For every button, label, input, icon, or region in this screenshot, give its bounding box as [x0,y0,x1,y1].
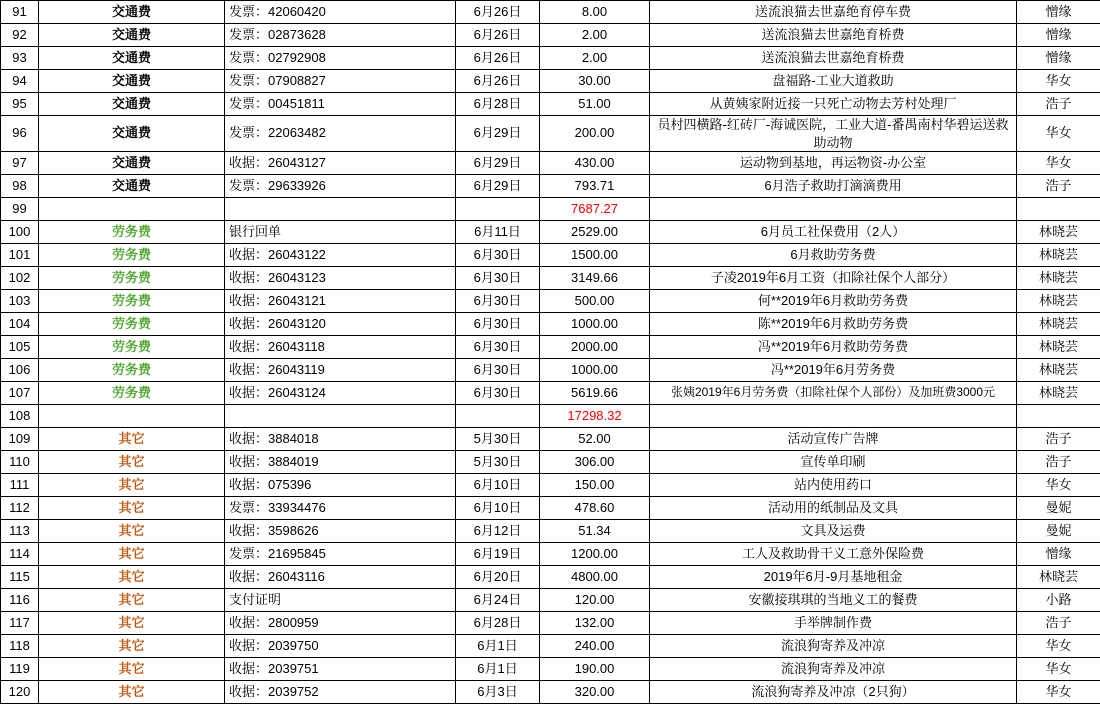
table-row[interactable] [1,1,1100,24]
cell-handler[interactable]: 浩子 [1017,175,1100,198]
table-row[interactable] [1,566,1100,589]
cell-date[interactable]: 6月28日 [456,93,540,116]
cell-index[interactable]: 108 [1,405,39,428]
cell-description[interactable] [650,198,1017,221]
cell-document[interactable]: 发票：02873628 [225,24,456,47]
cell-date[interactable]: 6月11日 [456,221,540,244]
cell-handler[interactable] [1017,198,1100,221]
cell-subtotal-amount[interactable]: 17298.32 [540,405,650,428]
cell-document[interactable]: 收据：2039751 [225,658,456,681]
cell-index[interactable]: 112 [1,497,39,520]
cell-document[interactable]: 发票：00451811 [225,93,456,116]
cell-index[interactable]: 116 [1,589,39,612]
cell-amount[interactable]: 2000.00 [540,336,650,359]
cell-handler[interactable]: 林晓芸 [1017,313,1100,336]
cell-description[interactable]: 活动宣传广告牌 [650,428,1017,451]
cell-date[interactable]: 6月19日 [456,543,540,566]
table-row[interactable] [1,382,1100,405]
cell-description[interactable]: 从黄姨家附近接一只死亡动物去芳村处理厂 [650,93,1017,116]
cell-category[interactable]: 其它 [39,589,225,612]
cell-amount[interactable]: 4800.00 [540,566,650,589]
cell-date[interactable]: 6月28日 [456,612,540,635]
cell-description[interactable]: 手举牌制作费 [650,612,1017,635]
cell-category[interactable]: 交通费 [39,93,225,116]
table-row[interactable] [1,635,1100,658]
table-row[interactable] [1,428,1100,451]
cell-amount[interactable]: 1200.00 [540,543,650,566]
cell-amount[interactable]: 1000.00 [540,313,650,336]
cell-index[interactable]: 96 [1,116,39,152]
cell-category[interactable] [39,405,225,428]
cell-category[interactable]: 其它 [39,543,225,566]
cell-handler[interactable]: 华女 [1017,681,1100,704]
cell-amount[interactable]: 190.00 [540,658,650,681]
cell-category[interactable]: 交通费 [39,175,225,198]
cell-index[interactable]: 110 [1,451,39,474]
cell-description[interactable]: 6月员工社保费用（2人） [650,221,1017,244]
cell-index[interactable]: 120 [1,681,39,704]
cell-handler[interactable]: 林晓芸 [1017,359,1100,382]
cell-category[interactable]: 交通费 [39,47,225,70]
cell-date[interactable]: 6月30日 [456,313,540,336]
cell-handler[interactable]: 华女 [1017,152,1100,175]
cell-index[interactable]: 103 [1,290,39,313]
cell-category[interactable]: 其它 [39,428,225,451]
cell-index[interactable]: 107 [1,382,39,405]
cell-description[interactable] [650,405,1017,428]
cell-document[interactable]: 发票：22063482 [225,116,456,152]
cell-date[interactable]: 6月24日 [456,589,540,612]
table-row[interactable] [1,543,1100,566]
cell-index[interactable]: 101 [1,244,39,267]
cell-amount[interactable]: 52.00 [540,428,650,451]
cell-category[interactable]: 其它 [39,566,225,589]
cell-document[interactable]: 收据：26043123 [225,267,456,290]
cell-amount[interactable]: 1000.00 [540,359,650,382]
cell-index[interactable]: 92 [1,24,39,47]
cell-category[interactable] [39,198,225,221]
cell-index[interactable]: 119 [1,658,39,681]
cell-handler[interactable]: 憎缘 [1017,47,1100,70]
cell-index[interactable]: 106 [1,359,39,382]
cell-amount[interactable]: 132.00 [540,612,650,635]
table-row[interactable] [1,244,1100,267]
table-row[interactable] [1,290,1100,313]
table-row[interactable] [1,70,1100,93]
cell-date[interactable]: 6月20日 [456,566,540,589]
cell-category[interactable]: 其它 [39,658,225,681]
cell-date[interactable]: 6月30日 [456,336,540,359]
cell-amount[interactable]: 2.00 [540,24,650,47]
cell-amount[interactable]: 478.60 [540,497,650,520]
cell-document[interactable]: 发票：29633926 [225,175,456,198]
cell-amount[interactable]: 430.00 [540,152,650,175]
cell-index[interactable]: 102 [1,267,39,290]
cell-document[interactable]: 收据：26043127 [225,152,456,175]
cell-index[interactable]: 105 [1,336,39,359]
cell-description[interactable]: 宣传单印刷 [650,451,1017,474]
cell-document[interactable]: 收据：26043122 [225,244,456,267]
cell-handler[interactable]: 浩子 [1017,612,1100,635]
cell-date[interactable]: 6月30日 [456,290,540,313]
cell-index[interactable]: 94 [1,70,39,93]
cell-date[interactable]: 5月30日 [456,428,540,451]
cell-description[interactable]: 送流浪猫去世嘉绝育桥费 [650,24,1017,47]
cell-category[interactable]: 其它 [39,474,225,497]
cell-description[interactable]: 子凌2019年6月工资（扣除社保个人部分） [650,267,1017,290]
cell-category[interactable]: 劳务费 [39,244,225,267]
cell-handler[interactable]: 曼妮 [1017,497,1100,520]
cell-document[interactable]: 收据：2039750 [225,635,456,658]
cell-index[interactable]: 95 [1,93,39,116]
cell-date[interactable]: 6月10日 [456,474,540,497]
cell-category[interactable]: 交通费 [39,152,225,175]
table-row[interactable] [1,520,1100,543]
cell-document[interactable]: 收据：075396 [225,474,456,497]
cell-document[interactable]: 发票：07908827 [225,70,456,93]
cell-handler[interactable]: 林晓芸 [1017,267,1100,290]
cell-description[interactable]: 送流浪猫去世嘉绝育桥费 [650,47,1017,70]
cell-date[interactable]: 6月30日 [456,267,540,290]
cell-date[interactable]: 6月29日 [456,152,540,175]
cell-date[interactable]: 6月29日 [456,175,540,198]
table-row[interactable] [1,93,1100,116]
cell-description[interactable]: 冯**2019年6月救助劳务费 [650,336,1017,359]
cell-category[interactable]: 劳务费 [39,313,225,336]
cell-description[interactable]: 流浪狗寄养及冲凉 [650,658,1017,681]
cell-index[interactable]: 98 [1,175,39,198]
cell-document[interactable]: 收据：26043118 [225,336,456,359]
cell-handler[interactable]: 憎缘 [1017,24,1100,47]
cell-index[interactable]: 99 [1,198,39,221]
cell-index[interactable]: 97 [1,152,39,175]
table-row[interactable] [1,681,1100,704]
cell-amount[interactable]: 306.00 [540,451,650,474]
cell-document[interactable]: 收据：26043121 [225,290,456,313]
cell-description[interactable]: 员村四横路-红砖厂-海诚医院，工业大道-番禺南村华碧运送救助动物 [650,116,1017,152]
cell-amount[interactable]: 3149.66 [540,267,650,290]
cell-handler[interactable]: 憎缘 [1017,1,1100,24]
cell-handler[interactable]: 浩子 [1017,451,1100,474]
table-row[interactable] [1,589,1100,612]
cell-date[interactable] [456,198,540,221]
cell-date[interactable] [456,405,540,428]
cell-handler[interactable]: 小路 [1017,589,1100,612]
cell-handler[interactable]: 浩子 [1017,93,1100,116]
cell-amount[interactable]: 2529.00 [540,221,650,244]
cell-description[interactable]: 安徽接琪琪的当地义工的餐费 [650,589,1017,612]
cell-category[interactable]: 交通费 [39,70,225,93]
cell-handler[interactable]: 林晓芸 [1017,336,1100,359]
cell-description[interactable]: 冯**2019年6月劳务费 [650,359,1017,382]
cell-date[interactable]: 6月30日 [456,382,540,405]
table-row[interactable] [1,175,1100,198]
cell-date[interactable]: 6月30日 [456,244,540,267]
cell-category[interactable]: 劳务费 [39,221,225,244]
cell-category[interactable]: 交通费 [39,24,225,47]
cell-amount[interactable]: 200.00 [540,116,650,152]
cell-index[interactable]: 100 [1,221,39,244]
table-row[interactable] [1,24,1100,47]
cell-description[interactable]: 工人及救助骨干义工意外保险费 [650,543,1017,566]
cell-date[interactable]: 6月26日 [456,24,540,47]
table-row[interactable] [1,267,1100,290]
cell-category[interactable]: 其它 [39,520,225,543]
cell-description[interactable]: 运动物到基地，再运物资-办公室 [650,152,1017,175]
table-row[interactable] [1,451,1100,474]
cell-document[interactable]: 收据：26043116 [225,566,456,589]
cell-description[interactable]: 陈**2019年6月救助劳务费 [650,313,1017,336]
cell-description[interactable]: 盘福路-工业大道救助 [650,70,1017,93]
cell-amount[interactable]: 51.34 [540,520,650,543]
cell-document[interactable]: 收据：3884019 [225,451,456,474]
cell-handler[interactable]: 曼妮 [1017,520,1100,543]
cell-category[interactable]: 其它 [39,612,225,635]
cell-handler[interactable]: 林晓芸 [1017,244,1100,267]
cell-amount[interactable]: 5619.66 [540,382,650,405]
cell-document[interactable] [225,198,456,221]
cell-handler[interactable]: 憎缘 [1017,543,1100,566]
cell-document[interactable]: 收据：26043120 [225,313,456,336]
cell-amount[interactable]: 51.00 [540,93,650,116]
cell-document[interactable]: 发票：42060420 [225,1,456,24]
cell-amount[interactable]: 30.00 [540,70,650,93]
cell-description[interactable]: 送流浪猫去世嘉绝育停车费 [650,1,1017,24]
cell-category[interactable]: 其它 [39,635,225,658]
cell-document[interactable]: 支付证明 [225,589,456,612]
cell-date[interactable]: 6月26日 [456,70,540,93]
cell-description[interactable]: 活动用的纸制品及文具 [650,497,1017,520]
cell-index[interactable]: 109 [1,428,39,451]
cell-amount[interactable]: 240.00 [540,635,650,658]
cell-index[interactable]: 115 [1,566,39,589]
cell-index[interactable]: 93 [1,47,39,70]
table-row[interactable] [1,116,1100,152]
cell-handler[interactable]: 林晓芸 [1017,290,1100,313]
cell-date[interactable]: 6月1日 [456,658,540,681]
cell-document[interactable] [225,405,456,428]
cell-category[interactable]: 交通费 [39,1,225,24]
table-row[interactable] [1,152,1100,175]
cell-index[interactable]: 91 [1,1,39,24]
cell-amount[interactable]: 8.00 [540,1,650,24]
cell-date[interactable]: 6月26日 [456,1,540,24]
cell-handler[interactable]: 华女 [1017,70,1100,93]
cell-handler[interactable]: 林晓芸 [1017,566,1100,589]
cell-date[interactable]: 5月30日 [456,451,540,474]
cell-index[interactable]: 118 [1,635,39,658]
table-row[interactable] [1,497,1100,520]
cell-category[interactable]: 其它 [39,497,225,520]
cell-description[interactable]: 站内使用药口 [650,474,1017,497]
cell-handler[interactable]: 华女 [1017,658,1100,681]
table-row[interactable] [1,336,1100,359]
cell-document[interactable]: 收据：26043119 [225,359,456,382]
cell-description[interactable]: 文具及运费 [650,520,1017,543]
subtotal-row[interactable] [1,198,1100,221]
cell-index[interactable]: 117 [1,612,39,635]
cell-description[interactable]: 6月浩子救助打滴滴费用 [650,175,1017,198]
table-row[interactable] [1,658,1100,681]
cell-index[interactable]: 114 [1,543,39,566]
cell-handler[interactable] [1017,405,1100,428]
cell-handler[interactable]: 浩子 [1017,428,1100,451]
cell-document[interactable]: 收据：2039752 [225,681,456,704]
cell-category[interactable]: 其它 [39,681,225,704]
cell-category[interactable]: 劳务费 [39,267,225,290]
cell-date[interactable]: 6月10日 [456,497,540,520]
cell-handler[interactable]: 林晓芸 [1017,221,1100,244]
cell-index[interactable]: 104 [1,313,39,336]
cell-date[interactable]: 6月3日 [456,681,540,704]
cell-category[interactable]: 交通费 [39,116,225,152]
cell-index[interactable]: 111 [1,474,39,497]
cell-category[interactable]: 劳务费 [39,290,225,313]
subtotal-row[interactable] [1,405,1100,428]
cell-category[interactable]: 劳务费 [39,359,225,382]
table-row[interactable] [1,221,1100,244]
cell-date[interactable]: 6月30日 [456,359,540,382]
table-row[interactable] [1,474,1100,497]
table-row[interactable] [1,47,1100,70]
cell-description[interactable]: 6月救助劳务费 [650,244,1017,267]
table-row[interactable] [1,359,1100,382]
table-row[interactable] [1,313,1100,336]
cell-date[interactable]: 6月1日 [456,635,540,658]
cell-document[interactable]: 发票：21695845 [225,543,456,566]
cell-document[interactable]: 银行回单 [225,221,456,244]
cell-amount[interactable]: 500.00 [540,290,650,313]
cell-index[interactable]: 113 [1,520,39,543]
cell-amount[interactable]: 1500.00 [540,244,650,267]
cell-description[interactable]: 流浪狗寄养及冲凉 [650,635,1017,658]
cell-document[interactable]: 发票：02792908 [225,47,456,70]
cell-document[interactable]: 收据：3884018 [225,428,456,451]
cell-date[interactable]: 6月26日 [456,47,540,70]
cell-description[interactable]: 何**2019年6月救助劳务费 [650,290,1017,313]
cell-description[interactable]: 流浪狗寄养及冲凉（2只狗） [650,681,1017,704]
cell-date[interactable]: 6月12日 [456,520,540,543]
cell-description[interactable]: 张姨2019年6月劳务费（扣除社保个人部份）及加班费3000元 [650,382,1017,405]
cell-handler[interactable]: 华女 [1017,635,1100,658]
cell-document[interactable]: 收据：3598626 [225,520,456,543]
cell-description[interactable]: 2019年6月-9月基地租金 [650,566,1017,589]
cell-handler[interactable]: 华女 [1017,474,1100,497]
cell-document[interactable]: 发票：33934476 [225,497,456,520]
cell-amount[interactable]: 150.00 [540,474,650,497]
table-body [1,1,1100,704]
cell-category[interactable]: 劳务费 [39,382,225,405]
cell-date[interactable]: 6月29日 [456,116,540,152]
cell-amount[interactable]: 320.00 [540,681,650,704]
table-row[interactable] [1,612,1100,635]
cell-category[interactable]: 劳务费 [39,336,225,359]
cell-handler[interactable]: 华女 [1017,116,1100,152]
cell-amount[interactable]: 793.71 [540,175,650,198]
cell-document[interactable]: 收据：2800959 [225,612,456,635]
cell-amount[interactable]: 2.00 [540,47,650,70]
cell-handler[interactable]: 林晓芸 [1017,382,1100,405]
cell-document[interactable]: 收据：26043124 [225,382,456,405]
cell-category[interactable]: 其它 [39,451,225,474]
cell-amount[interactable]: 120.00 [540,589,650,612]
cell-subtotal-amount[interactable]: 7687.27 [540,198,650,221]
